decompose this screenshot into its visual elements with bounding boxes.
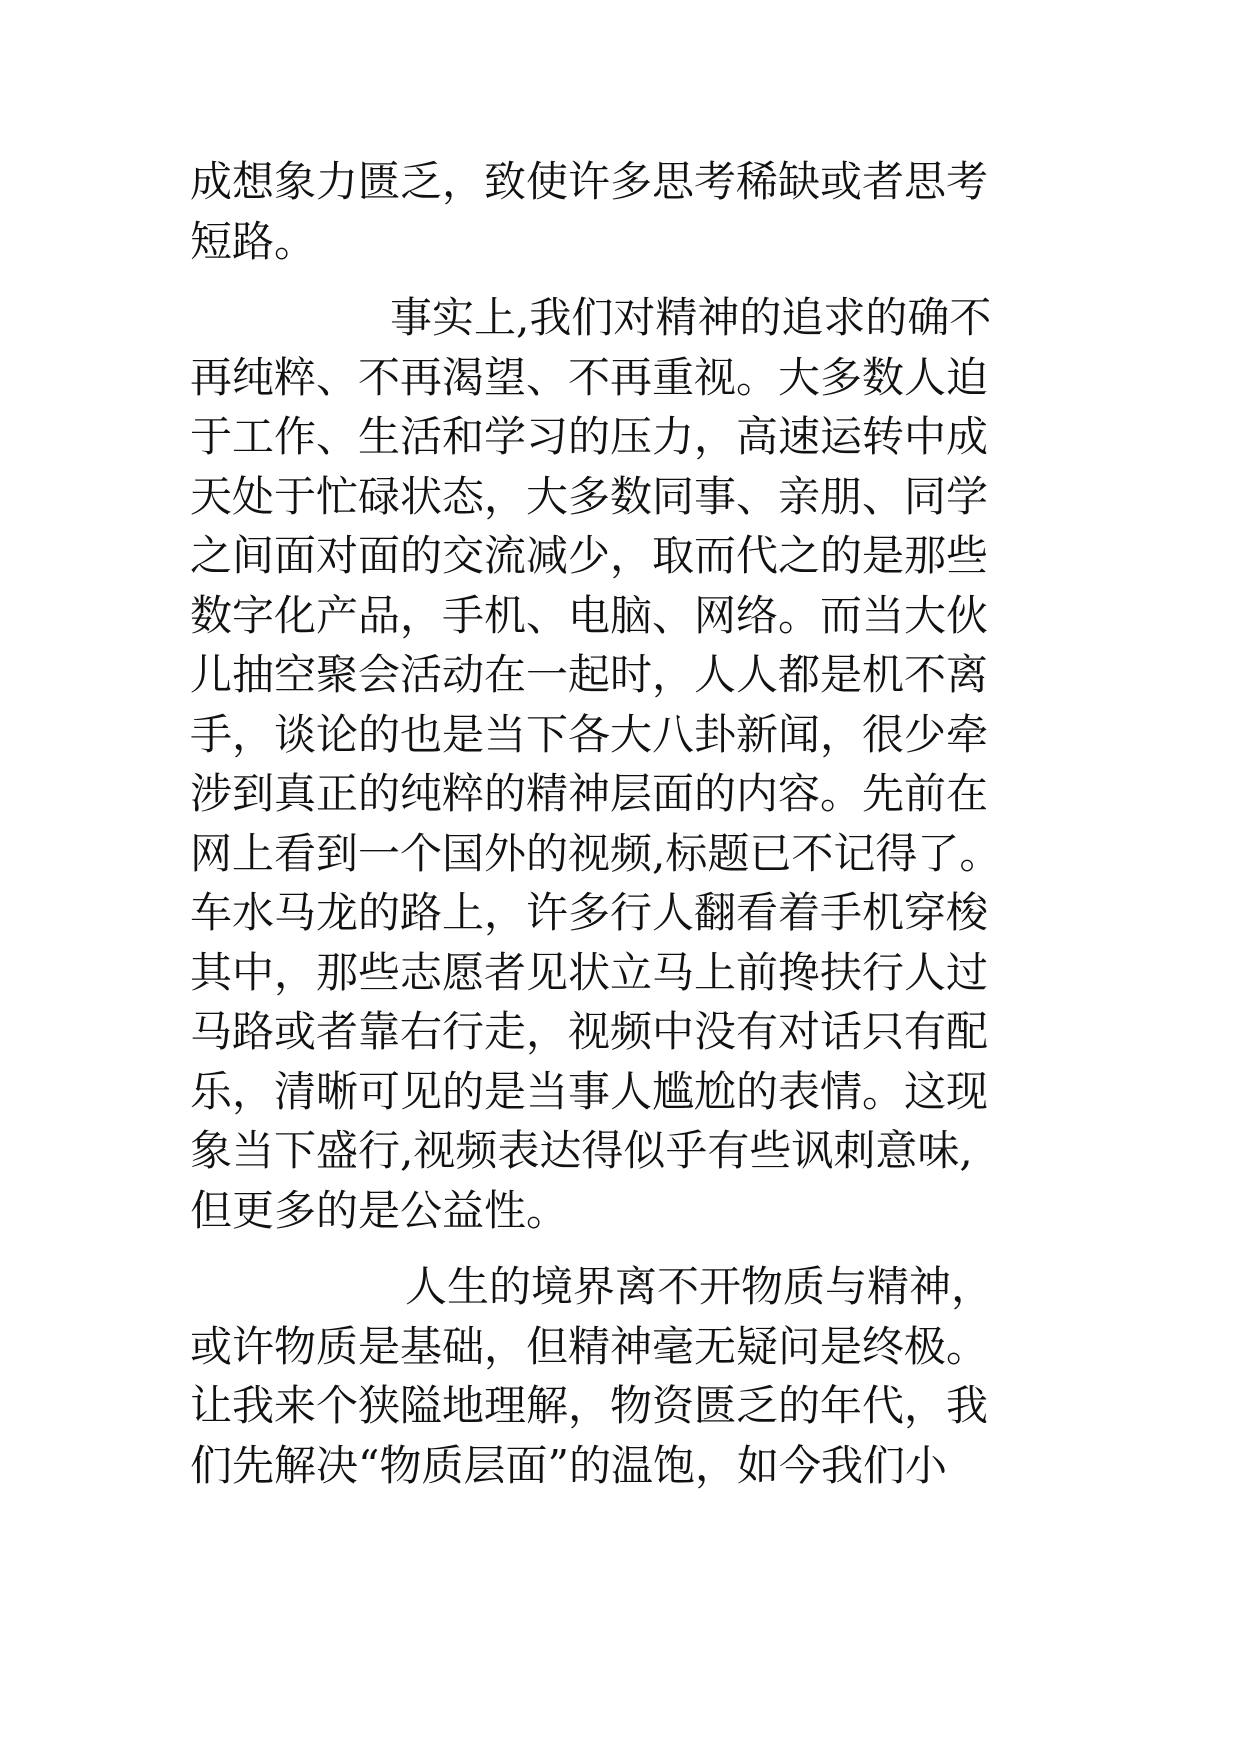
text-line: 成想象力匮乏，致使许多思考稀缺或者思考 <box>190 157 989 206</box>
text-line: 事实上,我们对精神的追求的确不 <box>390 293 992 342</box>
text-line: 儿抽空聚会活动在一起时，人人都是机不离 <box>190 650 989 699</box>
text-line: 人生的境界离不开物质与精神， <box>405 1262 994 1311</box>
text-line: 乐，清晰可见的是当事人尴尬的表情。这现 <box>190 1066 989 1116</box>
text-line: 其中，那些志愿者见状立马上前搀扶行人过 <box>190 947 989 997</box>
text-line: 手，谈论的也是当下各大八卦新闻，很少牵 <box>190 709 989 759</box>
text-line: 让我来个狭隘地理解，物资匮乏的年代，我 <box>190 1381 989 1430</box>
paragraph-1 <box>190 152 1070 271</box>
text-line: 短路。 <box>190 216 317 266</box>
text-line: 涉到真正的纯粹的精神层面的内容。先前在 <box>190 769 989 818</box>
text-line: 数字化产品，手机、电脑、网络。而当大伙 <box>190 590 989 640</box>
paragraph-2 <box>190 288 1070 1240</box>
text-line: 车水马龙的路上，许多行人翻看着手机穿梭 <box>190 888 989 937</box>
text-line: 网上看到一个国外的视频,标题已不记得了。 <box>190 828 1002 878</box>
body-text <box>190 152 1070 1495</box>
text-line: 象当下盛行,视频表达得似乎有些讽刺意味, <box>190 1126 973 1175</box>
text-line: 马路或者靠右行走，视频中没有对话只有配 <box>190 1007 989 1056</box>
text-line: 们先解决“物质层面”的温饱，如今我们小 <box>190 1440 947 1490</box>
paragraph-3 <box>190 1257 1070 1495</box>
text-line: 天处于忙碌状态，大多数同事、亲朋、同学 <box>190 471 989 521</box>
text-line: 再纯粹、不再渴望、不再重视。大多数人迫 <box>190 352 989 402</box>
text-line: 于工作、生活和学习的压力，高速运转中成 <box>190 412 989 461</box>
text-line: 或许物质是基础，但精神毫无疑问是终极。 <box>190 1321 989 1371</box>
text-line: 之间面对面的交流减少，取而代之的是那些 <box>190 531 989 580</box>
text-line: 但更多的是公益性。 <box>190 1185 569 1235</box>
